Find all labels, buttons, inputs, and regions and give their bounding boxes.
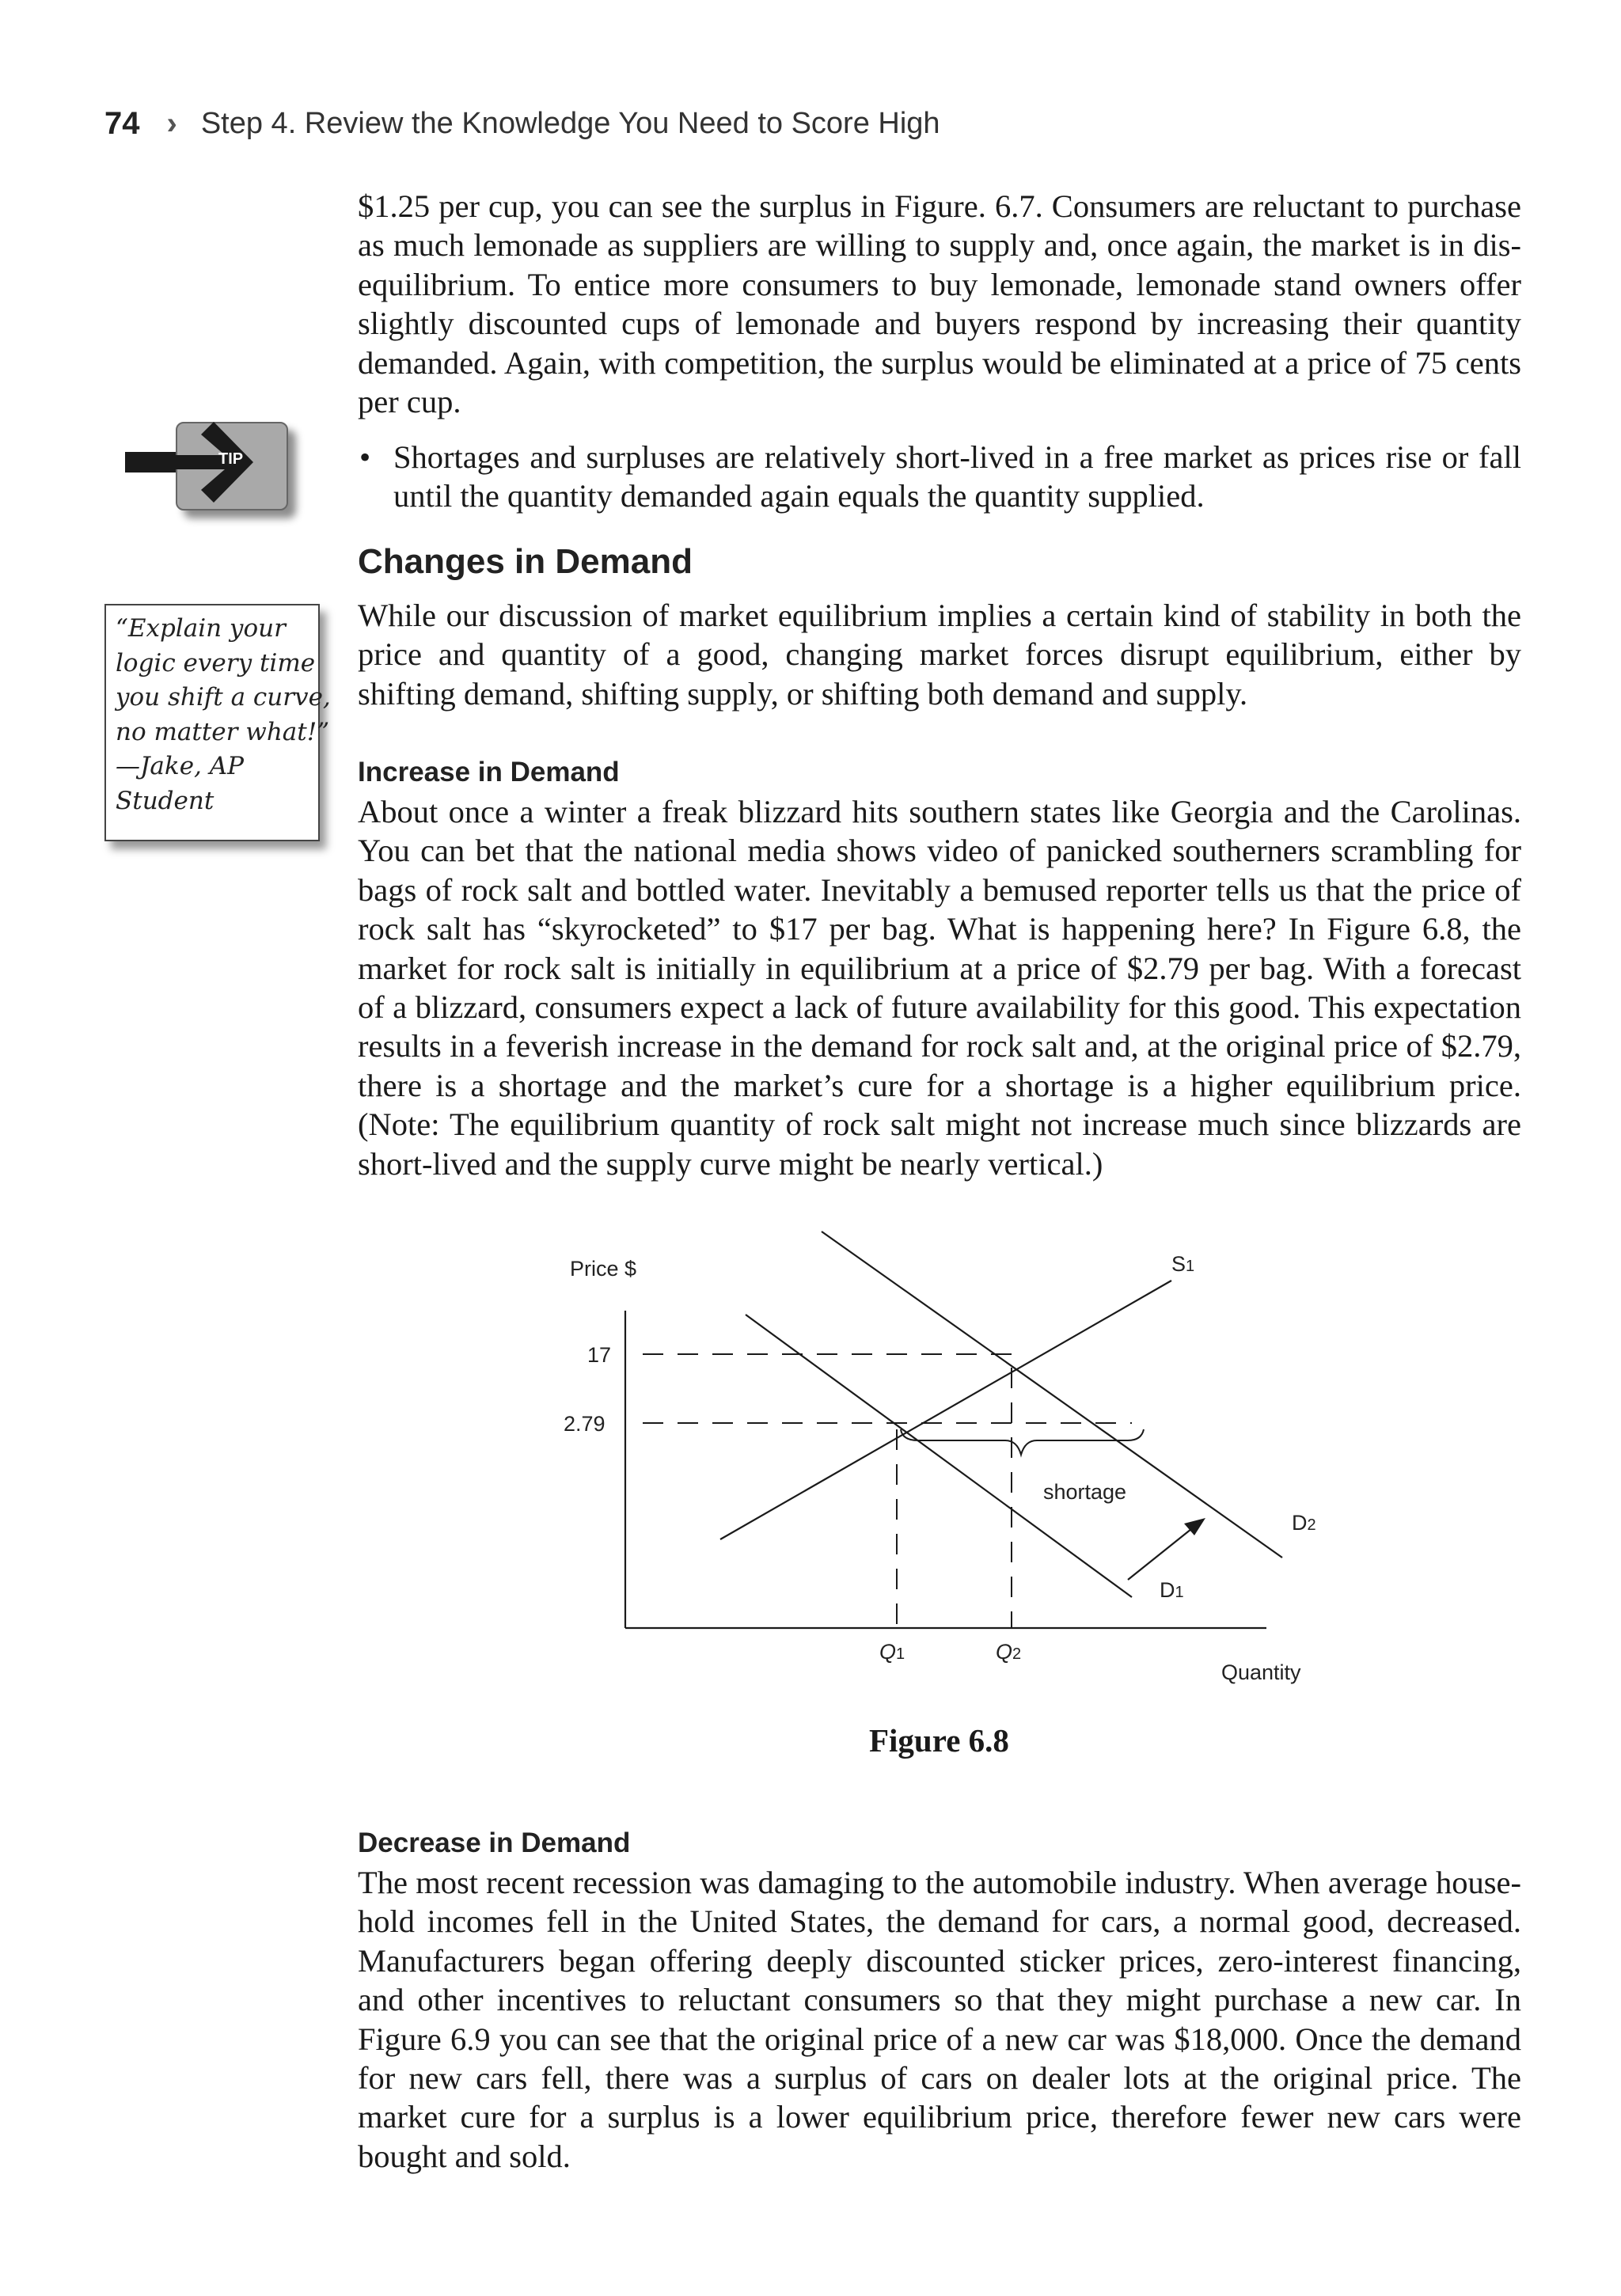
q2-label: Q2 [996,1640,1022,1664]
subheading-decrease-in-demand: Decrease in Demand [358,1827,631,1858]
paragraph-decrease: The most recent recession was damaging to the automobile industry. When average household incomes fell in the United States, the demand for cars, a normal good, decreased. Manufacturers began offering deeply discounted sticker prices, zero-interest financing, and other incentives to reluctant consumers so that they might purchase a new car. In Figure 6.9 you can see that the original price of a new car was $18,000. Once the demand for new cars fell, there was a surplus of cars on dealer lots at the original price. The market cure for a surplus is a lower equilibrium price, therefore fewer new cars were bought and sold. [358,1865,1521,2174]
quote-line: you shift a curve, [116,683,331,712]
price-279-label: 2.79 [564,1412,606,1436]
student-quote-box [104,604,331,841]
quote-line: Student [116,786,214,815]
shortage-label: shortage [1043,1480,1127,1504]
demand-curve-d1 [746,1315,1132,1597]
bullet-text: Shortages and surpluses are relatively short-lived in a free market as prices rise or fall until the quantity demanded again equals the quantity supplied. [393,439,1521,514]
running-title: Step 4. Review the Knowledge You Need to Score High [200,106,940,140]
quote-line: no matter what!” [116,717,330,746]
demand-shift-arrow [1128,1526,1195,1580]
q1-label: Q1 [879,1640,905,1664]
y-axis-label: Price $ [570,1257,637,1281]
quote-line: logic every time [116,648,316,677]
figure-6-8-diagram [554,1225,1346,1700]
paragraph-increase: About once a winter a freak blizzard hits southern states like Georgia and the Carolinas. You can bet that the national media shows video of panicked southerners scrambling for bags of rock salt and bottled water. Inevitably a bemused reporter tells us that the price of rock salt has “skyrocketed” to $17 per bag. What is happening here? In Figure 6.8, the market for rock salt is initially in equilibrium at a price of $2.79 per bag. With a forecast of a blizzard, consumers expect a lack of future availability for this good. This expectation results in a feverish increase in the demand for rock salt and, at the original price of $2.79, there is a shortage and the market’s cure for a shortage is a higher equilibrium price. (Note: The equilibrium quantity of rock salt might not increase much since blizzards are short-lived and the supply curve might be nearly vertical.) [358,794,1521,1182]
tip-label: TIP [218,450,244,468]
running-head [104,100,940,147]
quote-line: —Jake, AP [116,752,244,780]
demand-curve-d2 [822,1231,1282,1558]
section-heading-changes-in-demand: Changes in Demand [358,542,693,581]
s1-label: S1 [1171,1252,1195,1276]
bullet-list [358,438,1521,516]
paragraph-surplus: $1.25 per cup, you can see the surplus in Figure. 6.7. Consumers are reluctant to purchase as much lemonade as suppliers are willing to supply and, once again, the market is in disequilibrium. To entice more consumers to buy lemonade, lemonade stand owners offer slightly discounted cups of lemonade and buyers respond by increasing their quantity demanded. Again, with competition, the surplus would be eliminated at a price of 75 cents per cup. [358,188,1521,420]
x-axis-label: Quantity [1221,1660,1301,1684]
bullet-marker: • [359,439,371,475]
chevron-right-icon: › [166,105,177,141]
list-item [358,438,1521,516]
page-number: 74 [104,105,140,141]
subheading-increase-in-demand: Increase in Demand [358,757,620,787]
paragraph-intro: While our discussion of market equilibrium implies a certain kind of stability in both the price and quantity of a good, changing market forces disrupt equilibrium, either by shifting demand, shifting supply, or shifting both demand and supply. [358,598,1521,712]
d2-label: D2 [1292,1511,1316,1535]
price-17-label: 17 [587,1343,612,1367]
figure-caption: Figure 6.8 [869,1722,1009,1759]
d1-label: D1 [1160,1578,1184,1602]
quote-line: “Explain your [116,614,286,643]
tip-arrowhead-icon [125,422,301,523]
